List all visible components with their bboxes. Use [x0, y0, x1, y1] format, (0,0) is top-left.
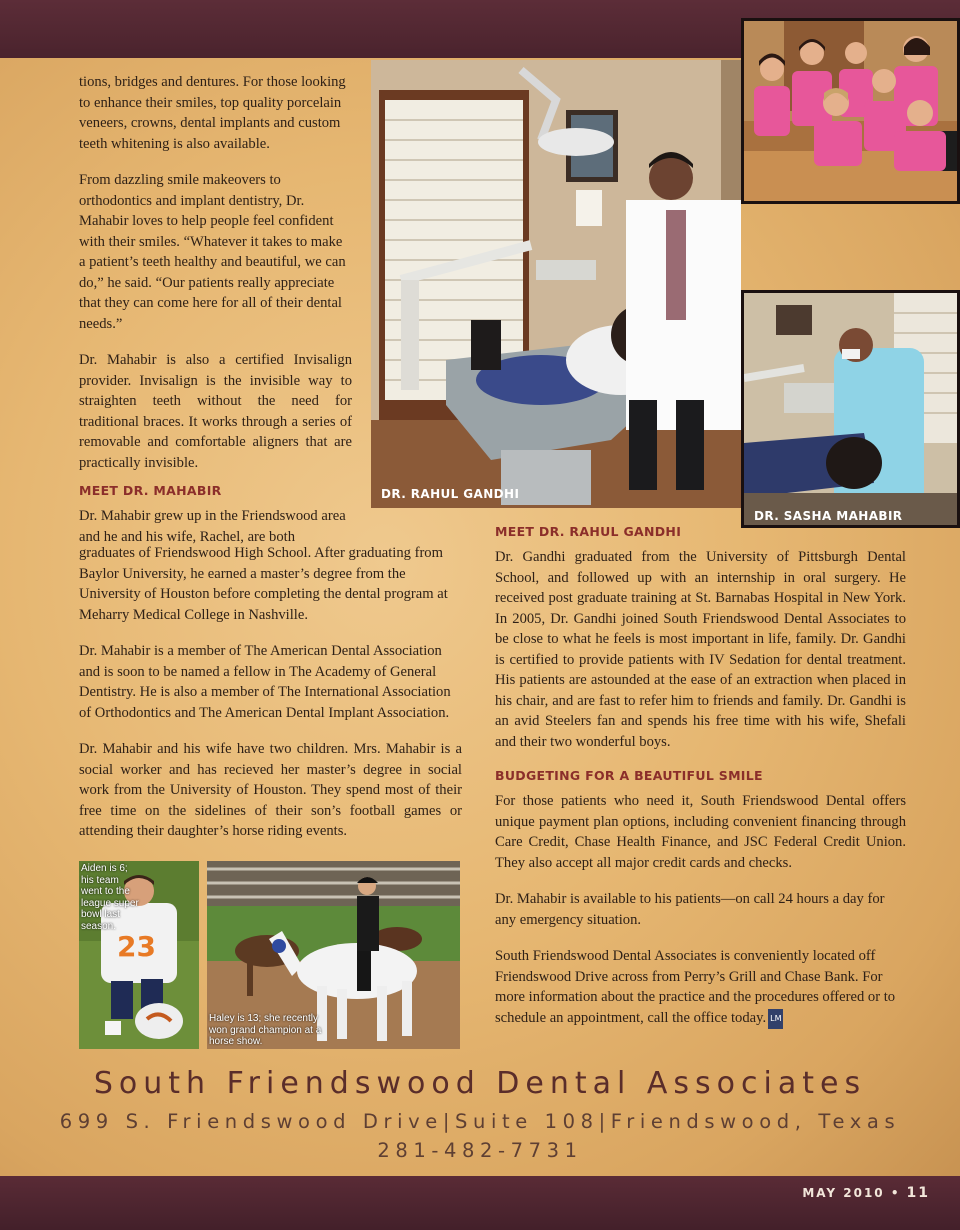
paragraph-mahabir-memberships: Dr. Mahabir is a member of The American Dental Association and is soon to be named a fellow in The Academy of General Dentistry. He is also a member of The International Association of Orthodontics and The American Dental Implant Association. [79, 643, 451, 721]
photo-haley [207, 861, 460, 1049]
practice-name: South Friendswood Dental Associates [93, 1066, 867, 1101]
caption-haley: Haley is 13; she recently won grand champion at a horse show. [209, 1013, 322, 1047]
end-mark-icon: LM [768, 1009, 783, 1030]
photo-dr-gandhi-illustration [371, 60, 741, 508]
photo-aiden [79, 861, 199, 1049]
svg-text:23: 23 [117, 930, 156, 963]
paragraph-services: tions, bridges and dentures. For those looking to enhance their smiles, top quality porcelain veneers, crowns, dental implants and custom teeth whitening is also available. [79, 74, 346, 152]
left-column-top [79, 72, 352, 547]
caption-aiden: Aiden is 6; his team went to the league super bowl last season. [81, 863, 139, 932]
photo-dr-mahabir-illustration [744, 293, 957, 525]
practice-address: 699 S. Friendswood Drive|Suite 108|Friendswood, Texas [59, 1110, 901, 1133]
heading-budgeting: BUDGETING FOR A BEAUTIFUL SMILE [495, 768, 763, 783]
paragraph-smile-makeovers: From dazzling smile makeovers to orthodontics and implant dentistry, Dr. Mahabir loves to help people feel confident with their smiles. “Whatever it takes to make a patient’s teeth healthy and beautiful, we can do,” he said. “Our patients really appreciate that they can come here for all of their dental needs.” [79, 172, 346, 332]
paragraph-on-call: Dr. Mahabir is available to his patients—on call 24 hours a day for any emergency situation. [495, 891, 885, 928]
caption-dr-mahabir: DR. SASHA MAHABIR [754, 509, 903, 523]
page-footer [802, 1185, 930, 1201]
paragraph-mahabir-family: Dr. Mahabir and his wife have two children. Mrs. Mahabir is a social worker and has recieved her master’s degree in social work from the University of Houston. They spend most of their free time on the sidelines of their son’s football games or attending their daughter’s horse riding events. [79, 741, 462, 839]
photo-dr-gandhi [371, 60, 741, 508]
paragraph-payment-plans: For those patients who need it, South Friendswood Dental offers unique payment plan options, including convenient financing through Care Credit, Chase Health Finance, and JSC Federal Credit Union. They also accept all major credit cards and checks. [495, 793, 906, 871]
paragraph-mahabir-intro-narrow: Dr. Mahabir grew up in the Friendswood area and he and his wife, Rachel, are both [79, 508, 346, 545]
photo-dr-mahabir [741, 290, 960, 528]
photo-staff [741, 18, 960, 204]
paragraph-invisalign: Dr. Mahabir is also a certified Invisalign provider. Invisalign is the invisible way to straighten teeth without the need for traditional braces. It works through a series of removable and comfortable aligners that are practically invisible. [79, 352, 352, 471]
heading-meet-mahabir: MEET DR. MAHABIR [79, 483, 222, 498]
location-text: South Friendswood Dental Associates is conveniently located off Friendswood Drive across from Perry’s Grill and Chase Bank. For more information about the practice and the procedures offered or to schedule an appointment, call the office today. [495, 948, 896, 1026]
left-column-bottom [79, 543, 462, 858]
paragraph-gandhi-bio: Dr. Gandhi graduated from the University of Pittsburgh Dental School, and followed up with an internship in oral surgery. He received post graduate training at St. Barnabas Hospital in New York. In 2005, Dr. Gandhi joined South Friendswood Dental Associates to be close to what he feels is most important in life, family. Dr. Gandhi is certified to provide patients with IV Sedation for dental treatment. His patients are astounded at the ease of an extraction when placed in his chair, and are fast to refer him to friends and family. Dr. Gandhi is an avid Steelers fan and spends his free time with his wife, Shefali and their two wonderful boys. [495, 549, 906, 750]
paragraph-mahabir-education: graduates of Friendswood High School. After graduating from Baylor University, he earned a master’s degree from the University of Houston before completing the dental program at Meharry Medical College in Nashville. [79, 545, 448, 623]
page-number: 11 [906, 1185, 930, 1201]
practice-phone: 281-482-7731 [377, 1139, 583, 1162]
issue-date: MAY 2010 • [802, 1186, 901, 1200]
photo-staff-illustration [744, 21, 957, 201]
heading-meet-gandhi: MEET DR. RAHUL GANDHI [495, 524, 682, 539]
right-column [495, 524, 906, 1045]
paragraph-location [495, 946, 906, 1029]
caption-dr-gandhi: DR. RAHUL GANDHI [381, 487, 520, 501]
